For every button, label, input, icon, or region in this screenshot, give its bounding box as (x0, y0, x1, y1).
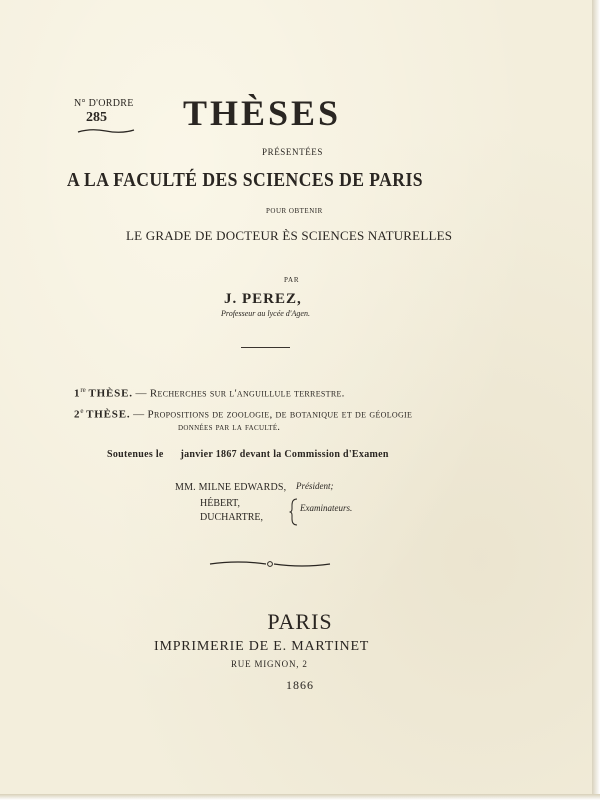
brace-icon (289, 498, 299, 526)
these-2-suffix: e (80, 407, 84, 415)
imprint-street: RUE MIGNON, 2 (231, 659, 308, 669)
these-2-number: 2 (74, 408, 81, 421)
jury-president-role: Président; (296, 481, 334, 491)
soutenues-text: Soutenues le janvier 1867 devant la Commission d'Examen (107, 449, 389, 460)
these-2-label: THÈSE. (86, 408, 131, 421)
ordre-label: N° D'ORDRE (74, 98, 134, 109)
these-1-suffix: re (80, 386, 86, 394)
author-role: Professeur au lycée d'Agen. (221, 309, 310, 318)
page-title: THÈSES (183, 93, 342, 133)
these-2-text-continued: données par la faculté. (178, 422, 281, 433)
grade-text: LE GRADE DE DOCTEUR ÈS SCIENCES NATURELLES (126, 228, 453, 243)
these-1 (74, 386, 345, 400)
these-1-number: 1 (74, 387, 81, 400)
imprint-city: PARIS (267, 609, 333, 634)
jury-examiners-role: Examinateurs. (300, 503, 353, 513)
these-2-text: — Propositions de zoologie, de botanique et de géologie (133, 408, 413, 421)
jury-examiner-duchartre: DUCHARTRE, (200, 512, 264, 523)
jury-examiner-hebert: HÉBERT, (200, 498, 241, 509)
faculte-heading: A LA FACULTÉ DES SCIENCES DE PARIS (67, 169, 423, 191)
ornament-rule-icon (208, 558, 332, 570)
ordre-number: 285 (86, 110, 107, 125)
par-text: PAR (284, 276, 300, 284)
imprint-printer: IMPRIMERIE DE E. MARTINET (154, 639, 370, 654)
these-1-text: — Recherches sur l'anguillule terrestre. (135, 387, 345, 400)
pour-obtenir-text: POUR OBTENIR (266, 207, 323, 215)
jury-president-name: MM. MILNE EDWARDS, (175, 482, 287, 493)
presentees-text: PRÉSENTÉES (262, 147, 324, 157)
these-1-label: THÈSE. (88, 387, 133, 400)
ordre-flourish-icon (76, 127, 136, 135)
author-name: J. PEREZ, (224, 291, 302, 307)
page-edge-bottom (0, 794, 600, 800)
separator-rule (241, 347, 290, 348)
imprint-year: 1866 (286, 678, 314, 692)
these-2 (74, 407, 412, 421)
page-edge-right (592, 0, 600, 800)
